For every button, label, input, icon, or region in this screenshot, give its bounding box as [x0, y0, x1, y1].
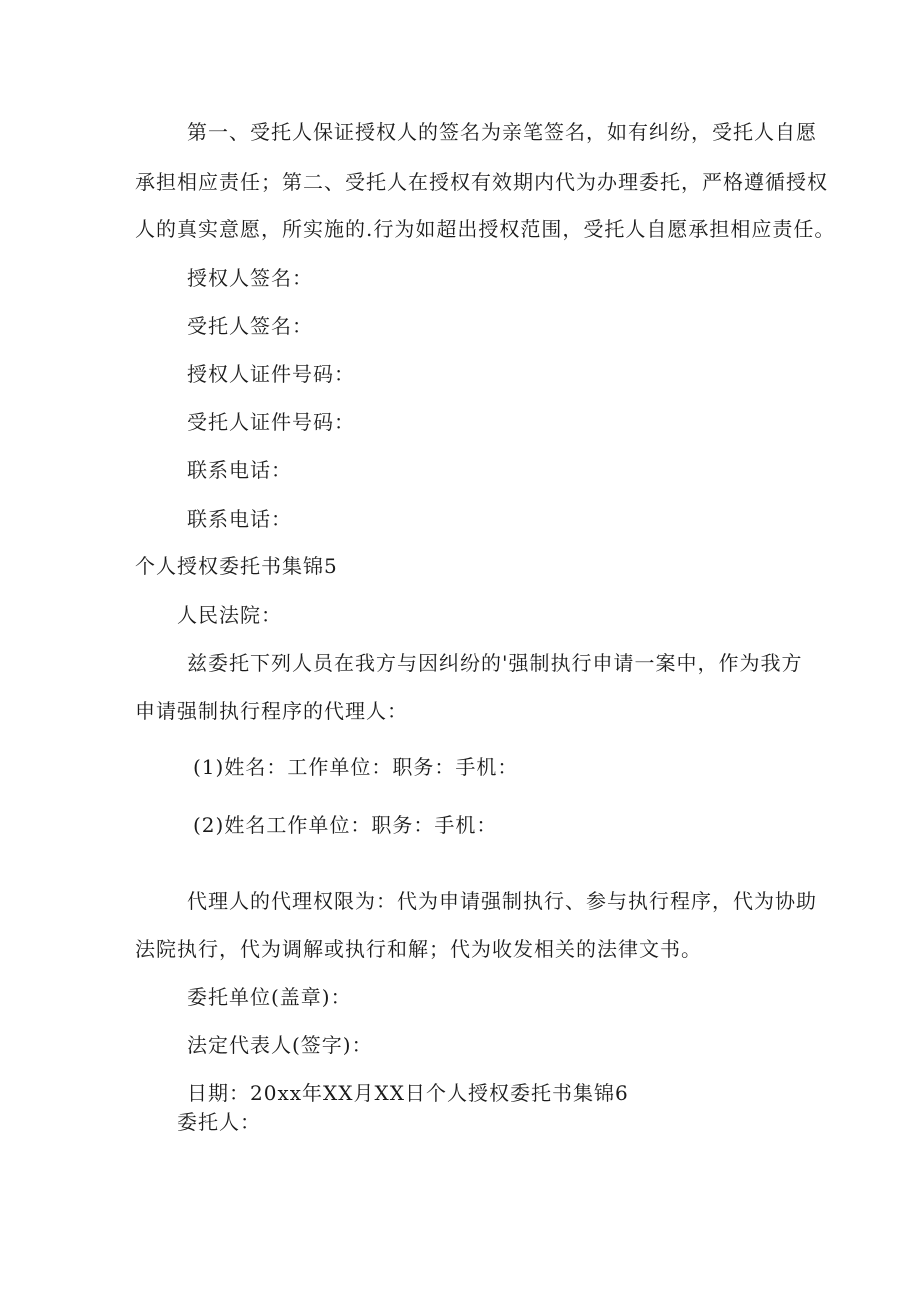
intro-line-1: 兹委托下列人员在我方与因纠纷的'强制执行申请一案中，作为我方 — [187, 651, 803, 675]
authority-line-1: 代理人的代理权限为：代为申请强制执行、参与执行程序，代为协助 — [187, 889, 817, 913]
grantor-signature-label: 授权人签名： — [187, 266, 313, 290]
trustee-id-label: 受托人证件号码： — [187, 410, 355, 434]
principal-label: 委托人： — [177, 1110, 261, 1134]
section-5-heading: 个人授权委托书集锦5 — [135, 554, 338, 578]
authority-line-2: 法院执行，代为调解或执行和解；代为收发相关的法律文书。 — [135, 937, 702, 961]
grantor-id-label: 授权人证件号码： — [187, 362, 355, 386]
trustee-signature-label: 受托人签名： — [187, 314, 313, 338]
clause-line-1: 第一、受托人保证授权人的签名为亲笔签名，如有纠纷，受托人自愿 — [187, 120, 817, 144]
phone-label-1: 联系电话： — [187, 458, 292, 482]
clause-line-2: 承担相应责任；第二、受托人在授权有效期内代为办理委托，严格遵循授权 — [135, 170, 828, 194]
phone-label-2: 联系电话： — [187, 507, 292, 531]
agent-2: (2)姓名工作单位：职务：手机： — [193, 813, 498, 837]
date-line: 日期：20xx年XX月XX日个人授权委托书集锦6 — [187, 1081, 629, 1105]
intro-line-2: 申请强制执行程序的代理人： — [135, 699, 408, 723]
agent-1: (1)姓名：工作单位：职务：手机： — [193, 755, 519, 779]
addressee: 人民法院： — [177, 603, 282, 627]
legal-rep-label: 法定代表人(签字)： — [187, 1033, 373, 1057]
clause-line-3: 人的真实意愿，所实施的.行为如超出授权范围，受托人自愿承担相应责任。 — [135, 217, 836, 241]
seal-label: 委托单位(盖章)： — [187, 985, 352, 1009]
